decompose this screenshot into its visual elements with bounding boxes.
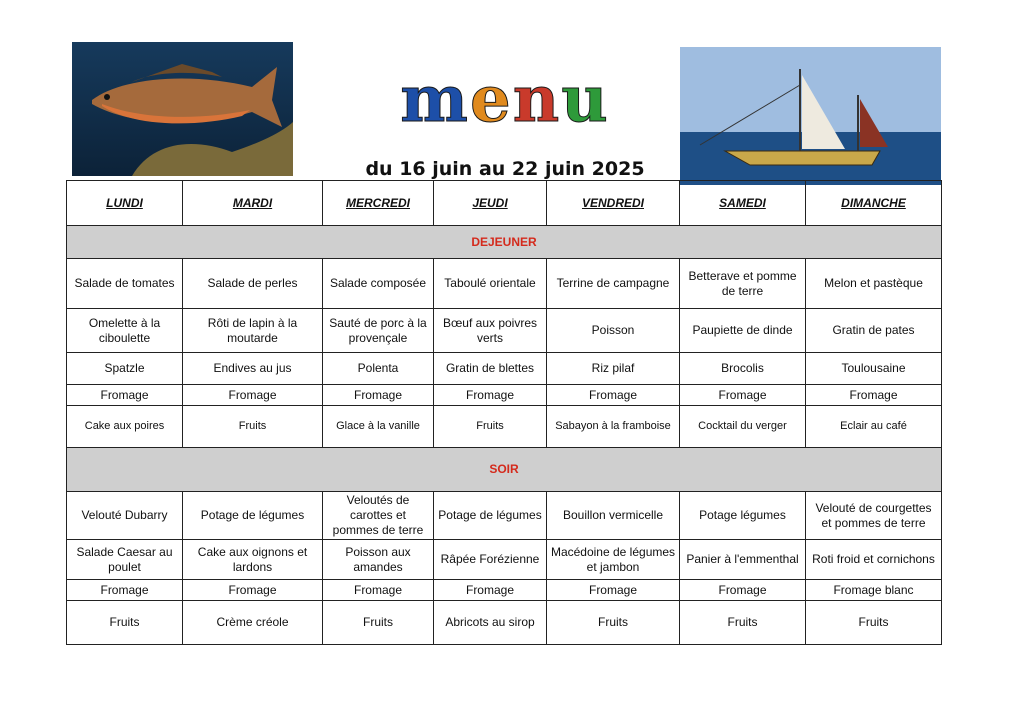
menu-cell: Fromage: [680, 580, 806, 601]
menu-cell: Paupiette de dinde: [680, 309, 806, 353]
menu-cell: Glace à la vanille: [323, 406, 434, 448]
menu-cell: Fruits: [680, 601, 806, 645]
day-header-lundi: LUNDI: [67, 181, 183, 226]
menu-cell: Abricots au sirop: [434, 601, 547, 645]
menu-cell: Sabayon à la framboise: [547, 406, 680, 448]
menu-cell: Salade Caesar au poulet: [67, 540, 183, 580]
menu-cell: Bœuf aux poivres verts: [434, 309, 547, 353]
menu-cell: Polenta: [323, 353, 434, 385]
menu-cell: Bouillon vermicelle: [547, 492, 680, 540]
menu-cell: Panier à l'emmenthal: [680, 540, 806, 580]
menu-cell: Taboulé orientale: [434, 259, 547, 309]
soir-section-row: [67, 448, 942, 492]
menu-cell: Cake aux oignons et lardons: [183, 540, 323, 580]
menu-cell: Fruits: [547, 601, 680, 645]
title-letter: u: [561, 62, 610, 137]
menu-cell: Potage de légumes: [434, 492, 547, 540]
menu-cell: Eclair au café: [806, 406, 942, 448]
menu-cell: Velouté de courgettes et pommes de terre: [806, 492, 942, 540]
day-header-jeudi: JEUDI: [434, 181, 547, 226]
menu-cell: Fromage: [547, 385, 680, 406]
menu-cell: Fromage: [67, 580, 183, 601]
day-header-samedi: SAMEDI: [680, 181, 806, 226]
menu-cell: Rôti de lapin à la moutarde: [183, 309, 323, 353]
table-row: [67, 259, 942, 309]
menu-cell: Velouté Dubarry: [67, 492, 183, 540]
menu-cell: Poisson aux amandes: [323, 540, 434, 580]
menu-cell: Fromage: [434, 580, 547, 601]
title-letter: e: [469, 62, 513, 137]
dejeuner-section-row: [67, 226, 942, 259]
menu-cell: Gratin de blettes: [434, 353, 547, 385]
soir-label: SOIR: [67, 448, 942, 492]
menu-cell: Fruits: [323, 601, 434, 645]
menu-cell: Macédoine de légumes et jambon: [547, 540, 680, 580]
menu-cell: Poisson: [547, 309, 680, 353]
title-letter: n: [512, 62, 562, 137]
table-row: [67, 353, 942, 385]
menu-cell: Gratin de pates: [806, 309, 942, 353]
table-row: [67, 601, 942, 645]
menu-cell: Râpée Forézienne: [434, 540, 547, 580]
weekly-menu-table: [66, 180, 942, 645]
menu-cell: Crème créole: [183, 601, 323, 645]
menu-cell: Fromage: [434, 385, 547, 406]
menu-cell: Fruits: [806, 601, 942, 645]
day-header-dimanche: DIMANCHE: [806, 181, 942, 226]
menu-cell: Fromage: [183, 385, 323, 406]
menu-cell: Salade de tomates: [67, 259, 183, 309]
menu-cell: Fromage: [323, 385, 434, 406]
table-row: [67, 540, 942, 580]
menu-cell: Roti froid et cornichons: [806, 540, 942, 580]
menu-cell: Potage légumes: [680, 492, 806, 540]
menu-cell: Fromage: [183, 580, 323, 601]
menu-cell: Fruits: [183, 406, 323, 448]
menu-cell: Potage de légumes: [183, 492, 323, 540]
menu-cell: Fruits: [434, 406, 547, 448]
menu-cell: Terrine de campagne: [547, 259, 680, 309]
table-row: [67, 580, 942, 601]
menu-cell: Betterave et pomme de terre: [680, 259, 806, 309]
dejeuner-label: DEJEUNER: [67, 226, 942, 259]
table-row: [67, 385, 942, 406]
menu-cell: Fruits: [67, 601, 183, 645]
menu-cell: Endives au jus: [183, 353, 323, 385]
day-header-mardi: MARDI: [183, 181, 323, 226]
menu-title: [360, 60, 650, 140]
menu-cell: Brocolis: [680, 353, 806, 385]
menu-cell: Fromage: [680, 385, 806, 406]
menu-cell: Fromage: [323, 580, 434, 601]
menu-cell: Riz pilaf: [547, 353, 680, 385]
sailboat-photo: [680, 47, 941, 185]
menu-cell: Spatzle: [67, 353, 183, 385]
menu-cell: Sauté de porc à la provençale: [323, 309, 434, 353]
menu-cell: Cake aux poires: [67, 406, 183, 448]
menu-cell: Fromage blanc: [806, 580, 942, 601]
table-row: [67, 492, 942, 540]
menu-cell: Omelette à la ciboulette: [67, 309, 183, 353]
menu-cell: Fromage: [806, 385, 942, 406]
trout-photo: [72, 42, 293, 176]
menu-cell: Cocktail du verger: [680, 406, 806, 448]
menu-cell: Salade composée: [323, 259, 434, 309]
table-row: [67, 406, 942, 448]
day-header-mercredi: MERCREDI: [323, 181, 434, 226]
days-header-row: [67, 181, 942, 226]
day-header-vendredi: VENDREDI: [547, 181, 680, 226]
menu-cell: Fromage: [67, 385, 183, 406]
table-row: [67, 309, 942, 353]
menu-cell: Salade de perles: [183, 259, 323, 309]
menu-cell: Toulousaine: [806, 353, 942, 385]
date-range: du 16 juin au 22 juin 2025: [365, 158, 645, 180]
title-letter: m: [400, 62, 470, 137]
menu-cell: Melon et pastèque: [806, 259, 942, 309]
menu-cell: Veloutés de carottes et pommes de terre: [323, 492, 434, 540]
menu-cell: Fromage: [547, 580, 680, 601]
